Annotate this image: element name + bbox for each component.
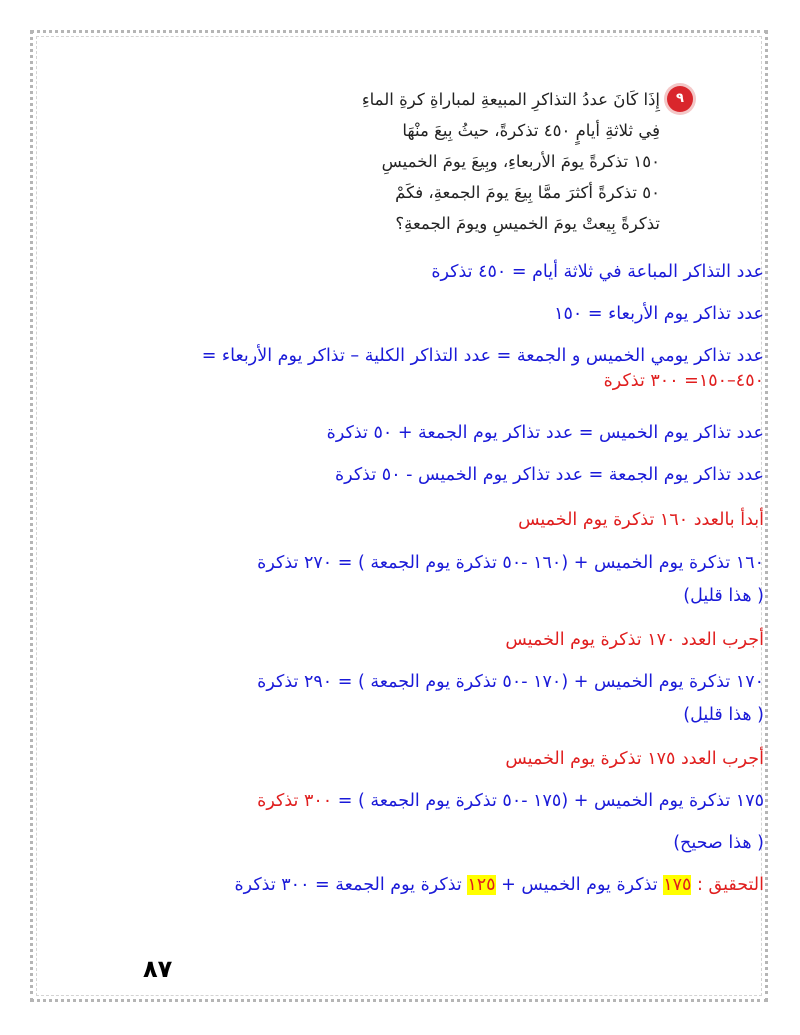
question-text bbox=[240, 84, 660, 239]
verify-friday-text: تذكرة يوم الجمعة = ٣٠٠ تذكرة bbox=[234, 875, 462, 895]
solution-try-175 bbox=[257, 789, 764, 813]
solution-correct: ( هذا صحيح) bbox=[673, 833, 764, 853]
solution-thursday-relation: عدد تذاكر يوم الخميس = عدد تذاكر يوم الجمعة + ٥٠ تذكرة bbox=[326, 423, 764, 443]
solution-friday-relation: عدد تذاكر يوم الجمعة = عدد تذاكر يوم الخميس - ٥٠ تذكرة bbox=[335, 465, 764, 485]
verify-thursday-text: تذكرة يوم الخميس + bbox=[501, 875, 658, 895]
question-line: تذكرةً بِيعتْ يومَ الخميسِ ويومَ الجمعةِ؟ bbox=[395, 214, 660, 233]
question-line: فِي ثلاثةِ أيامٍ ٤٥٠ تذكرةً، حيثُ بِيعَ منْهَا bbox=[402, 121, 660, 140]
page-number: ٨٧ bbox=[143, 955, 173, 983]
solution-too-few-2: ( هذا قليل) bbox=[683, 705, 764, 725]
solution-total-tickets: عدد التذاكر المباعة في ثلاثة أيام = ٤٥٠ تذكرة bbox=[431, 262, 764, 282]
verify-thursday-value: ١٧٥ bbox=[663, 875, 692, 895]
solution-try-170: ١٧٠ تذكرة يوم الخميس + (١٧٠ -٥٠ تذكرة يوم الجمعة ) = ٢٩٠ تذكرة bbox=[257, 672, 764, 692]
verify-label: التحقيق : bbox=[697, 875, 764, 895]
question-line: إِذَا كَانَ عددُ التذاكرِ المبيعةِ لمباراةِ كرةِ الماءِ bbox=[361, 90, 660, 109]
solution-wednesday-tickets: عدد تذاكر يوم الأربعاء = ١٥٠ bbox=[554, 304, 764, 324]
solution-guess-160: أبدأ بالعدد ١٦٠ تذكرة يوم الخميس bbox=[518, 510, 764, 530]
question-number-badge: ٩ bbox=[667, 86, 693, 112]
question-line: ٥٠ تذكرةً أكثرَ ممَّا بِيعَ يومَ الجمعةِ، فكَمْ bbox=[395, 183, 660, 202]
question-line: ١٥٠ تذكرةً يومَ الأربعاءِ، وبِيعَ يومَ الخميسِ bbox=[381, 152, 660, 171]
solution-too-few-1: ( هذا قليل) bbox=[683, 586, 764, 606]
solution-try-160: ١٦٠ تذكرة يوم الخميس + (١٦٠ -٥٠ تذكرة يوم الجمعة ) = ٢٧٠ تذكرة bbox=[257, 553, 764, 573]
solution-guess-175: أجرب العدد ١٧٥ تذكرة يوم الخميس bbox=[505, 749, 764, 769]
solution-guess-170: أجرب العدد ١٧٠ تذكرة يوم الخميس bbox=[505, 630, 764, 650]
solution-try-175-expression: ١٧٥ تذكرة يوم الخميس + (١٧٥ -٥٠ تذكرة يوم الجمعة ) = bbox=[332, 791, 764, 811]
solution-verify bbox=[235, 873, 765, 897]
solution-thu-fri-result: ٤٥٠–١٥٠= ٣٠٠ تذكرة bbox=[603, 371, 764, 391]
solution-try-175-result: ٣٠٠ تذكرة bbox=[257, 791, 333, 811]
verify-friday-value: ١٢٥ bbox=[467, 875, 496, 895]
solution-thu-fri-formula: عدد تذاكر يومي الخميس و الجمعة = عدد التذاكر الكلية – تذاكر يوم الأربعاء = bbox=[201, 346, 764, 366]
